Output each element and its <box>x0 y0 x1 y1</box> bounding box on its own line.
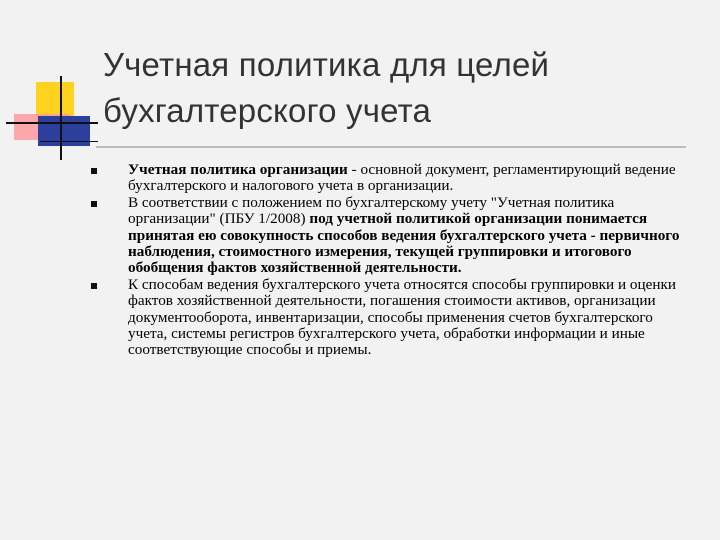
bullet-item-1 <box>89 162 689 195</box>
decorative-corner-graphic <box>0 0 110 170</box>
bullet-item-2 <box>89 195 689 277</box>
slide-title <box>103 42 703 134</box>
bullet-square-icon <box>91 201 97 207</box>
bullet-1-bold-text: Учетная политика организации <box>128 161 348 178</box>
title-line-2: бухгалтерского учета <box>103 92 432 129</box>
bullet-square-icon <box>91 168 97 174</box>
bullet-2-bold-text: под учетной политикой организации понимается принятая ею совокупность способов ведения бухгалтерского учета - первичного наблюдения, стоимостного измерения, текущей группировки и итогового обобщения фактов хозяйственной деятельности. <box>128 210 680 277</box>
title-line-1: Учетная политика для целей <box>103 46 550 83</box>
vertical-line <box>60 76 62 160</box>
bullet-1-text: - основной документ, регламентирующий ведение бухгалтерского и налогового учета в организации. <box>128 161 676 195</box>
horizontal-line-secondary <box>40 141 98 142</box>
bullet-list <box>89 162 689 359</box>
bullet-square-icon <box>91 283 97 289</box>
horizontal-line <box>6 122 98 124</box>
bullet-3-text: К способам ведения бухгалтерского учета относятся способы группировки и оценки фактов хозяйственной деятельности, погашения стоимости активов, организации документооборота, инвентаризации, способы применения счетов бухгалтерского учета, системы регистров бухгалтерского учета, обработки информации и иные соответствующие способы и приемы. <box>128 275 677 359</box>
title-divider <box>96 146 686 148</box>
bullet-item-3 <box>89 277 689 359</box>
bullet-2-text: В соответствии с положением по бухгалтерскому учету "Учетная политика организации" (ПБУ 1/2008) <box>128 193 615 228</box>
